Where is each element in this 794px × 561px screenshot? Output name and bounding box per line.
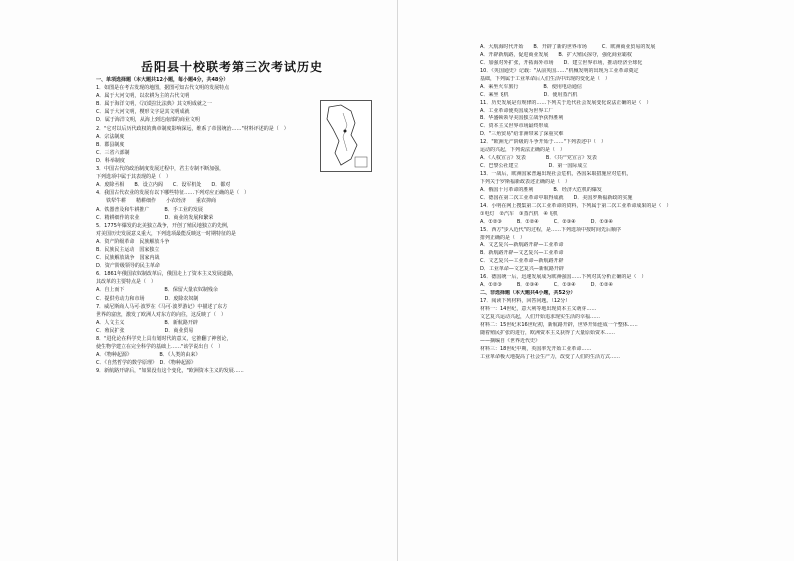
text-line: 对美国历史发展意义重大，下列选项最能反映这一时期特征的是 xyxy=(96,230,237,237)
text-line: 基础，下列属于工业革命后人们生活中出现的变化是（ ） xyxy=(480,75,611,82)
text-line: 其改革的主要特点是（ ） xyxy=(96,279,157,286)
text-line: A．废除丞相 B．设立内阁 C．设军机处 D．都对 xyxy=(96,182,231,189)
text-line: A．文艺复兴—新航路开辟—工业革命 xyxy=(480,242,564,249)
text-line: A．《物种起源》 B．《人类的由来》 xyxy=(96,352,201,359)
text-line: A．属于大河文明，以农耕为主的古代文明 xyxy=(96,93,190,100)
text-line: C．加强对外扩张，开拓海外市场 D．建立世界市场，推动经济全球化 xyxy=(480,59,643,66)
text-line: 6．1861年俄国农奴制改革后，俄国走上了资本主义发展道路， xyxy=(96,271,237,278)
text-line: 10．《英国通史》记载："从前英国……"机械发明的出现为工业革命奠定 xyxy=(480,67,639,74)
text-line: 11．历史发展是有规律的……下列关于近代社会发展变化说法正确的是（ ） xyxy=(480,99,652,106)
text-line: C．殖民扩张 D．商业贸易 xyxy=(96,327,194,334)
text-line: 文艺复兴运动兴起，人们开始追求现实生活的幸福…… xyxy=(480,313,601,320)
text-line: 14．小明在网上搜集第二次工业革命的资料，下列属于第二次工业革命成果的是（ ） xyxy=(480,202,672,209)
text-line: A．乘坐火车旅行 B．使用电话通信 xyxy=(480,83,582,90)
text-line: 1．如图是在考古发现的地图，据图可知古代文明的发展特点 xyxy=(96,85,230,92)
text-line: 下列选项中属于其表现的是（ ） xyxy=(96,174,172,181)
text-line: B．属于海洋文明，《汉谟拉比法典》其文明成就之一 xyxy=(96,101,212,108)
text-line: C．德国在第二次工业革命中取得成就 D．美国罗斯福新政的实施 xyxy=(480,194,633,201)
text-line: B．华盛顿领导美国独立战争获得胜利 xyxy=(480,115,564,122)
text-line: ①电灯 ②汽车 ③蒸汽机 ④飞机 xyxy=(480,210,558,217)
text-line: 材料三：18世纪中期，英国率先开始工业革命…… xyxy=(480,345,592,352)
text-line: 排列正确的是（ ） xyxy=(480,234,526,241)
text-line: ——摘编自《世界近代史》 xyxy=(480,337,541,344)
text-line: C．属于大河文明，楔形文字是其文明成就 xyxy=(96,109,190,116)
text-line: B．新航路开辟—文艺复兴—工业革命 xyxy=(480,250,564,257)
fold-line xyxy=(397,0,398,561)
text-line: C．资本主义世界市场最终形成 xyxy=(480,123,549,130)
text-line: D．属于海洋文明，从海上到达南部的商业文明 xyxy=(96,117,200,124)
text-line: A．①②③ B．②③④ C．①③④ D．①②④ xyxy=(480,282,613,289)
text-line: A．开辟新航路，促进商业发展 B．扩大殖民掠夺，强化商业霸权 xyxy=(480,51,632,58)
text-line: 8．"进化论在科学史上具有划时代的意义，它推翻了神创论， xyxy=(96,336,232,342)
text-line: 13．一战后，欧洲国家普遍出现社会危机，各国采取措施应对危机， xyxy=(480,171,632,177)
text-line: C．民族解放战争 国家内战 xyxy=(96,255,160,262)
page-title: 岳阳县十校联考第三次考试历史 xyxy=(140,60,323,74)
right-column xyxy=(480,44,770,362)
text-line: 运动的兴起，下列说法正确的是（ ） xyxy=(480,147,566,154)
text-line: 2．"它对以后历代政权的典章制度影响深远，维系了帝国统治……"材料评述的是（ ） xyxy=(96,125,289,132)
text-line: A．俄国十月革命的胜利 B．经济大危机的爆发 xyxy=(480,186,602,193)
text-line: 17．阅读下列材料，回答问题。（12分） xyxy=(480,298,571,304)
text-line: C．巴黎公社建立 D．第一国际成立 xyxy=(480,163,588,170)
text-line: 3．中国古代的政治制度发展过程中，君主专制不断加强， xyxy=(96,166,225,173)
text-line: 下列关于罗斯福新政表述正确的是（ ） xyxy=(480,178,571,185)
text-line: 5．1775年爆发的北美独立战争，开创了殖民地独立的先例， xyxy=(96,222,232,229)
text-line: D．"三角贸易"给非洲带来了深重灾难 xyxy=(480,131,564,138)
text-line: A．工业革命使英国成为世界工厂 xyxy=(480,107,554,114)
text-line: 铁犁牛耕 精耕细作 小农经济 重农抑商 xyxy=(96,198,217,205)
text-line: D．科举制度 xyxy=(96,157,125,164)
text-line: D．资产阶级领导的民主革命 xyxy=(96,263,160,270)
text-line: A．铁器普及和牛耕推广 B．手工业的发展 xyxy=(96,206,203,213)
text-line: 材料二：15世纪末16世纪初，新航路开辟，世界开始连成一个整体…… xyxy=(480,321,638,328)
text-line: C．提供劳动力和市场 D．废除农奴制 xyxy=(96,295,199,302)
text-line: D．工业革命—文艺复兴—新航路开辟 xyxy=(480,266,564,273)
text-line: C．文艺复兴—工业革命—新航路开辟 xyxy=(480,258,564,265)
text-line: B．民族民主运动 国家独立 xyxy=(96,246,160,253)
text-line: 使生物学建立在完全科学的基础上……"该学说出自（ ） xyxy=(96,344,224,351)
text-line: 15．西方"步入近代"的过程，是……下列选项中按时间先后顺序 xyxy=(480,226,621,233)
text-line: C．三省六部制 xyxy=(96,149,130,156)
text-line: A．人文主义 B．新航路开辟 xyxy=(96,319,198,326)
text-line: 随着殖民扩张的进行，欧洲资本主义获得了大量原始资本…… xyxy=(480,329,616,336)
text-line: C．乘坐飞机 D．使用蒸汽机 xyxy=(480,91,578,98)
left-column xyxy=(96,76,358,375)
text-line: 7．威尼斯商人马可·波罗在《马可·波罗游记》中描述了东方 xyxy=(96,303,228,310)
text-line: A．大航海时代开始 B．开辟了新的世界市场 C．欧洲商业贸易的发展 xyxy=(480,44,656,50)
text-line: A．《人权宣言》发表 B．《共产党宣言》发表 xyxy=(480,155,597,162)
text-line: B．郡县制度 xyxy=(96,141,125,148)
text-line: 12．"欧洲无产阶级的斗争开始于……"下列表述中（ ） xyxy=(480,139,606,146)
text-line: A．资产阶级革命 民族解放斗争 xyxy=(96,238,170,245)
text-line: 一、单项选择题（本大题共12小题，每小题4分，共48分） xyxy=(96,77,229,83)
text-line: 16．德国统一后，迅速发展成为欧洲强国……下列对其分析正确的是（ ） xyxy=(480,274,647,281)
text-line: C．《自然哲学的数学原理》 D．《物种起源》 xyxy=(96,360,196,367)
text-line: C．精耕细作的农业 D．商业的发展和繁荣 xyxy=(96,214,214,221)
text-line: 工业革命极大地提高了社会生产力，改变了人们的生活方式…… xyxy=(480,353,621,360)
text-line: A．宗法制度 xyxy=(96,133,125,140)
text-line: 9．新航路开辟后，"如果没有这个变化，"欧洲资本主义的发展…… xyxy=(96,368,244,375)
text-line: A．①②③ B．①②④ C．②③④ D．①③④ xyxy=(480,218,613,225)
text-line: 材料一：14世纪，意大利等地出现资本主义萌芽…… xyxy=(480,305,597,312)
text-line: 4．我国古代农业的发展有以下哪些特征……下列对应正确的是（ ） xyxy=(96,190,250,197)
text-line: 世界的富庶，激发了欧洲人对东方的向往，这反映了（ ） xyxy=(96,311,227,318)
text-line: 二、非选择题（本大题共4小题，共52分） xyxy=(480,290,576,297)
text-line: A．自上而下 B．保留大量农奴制残余 xyxy=(96,287,218,294)
